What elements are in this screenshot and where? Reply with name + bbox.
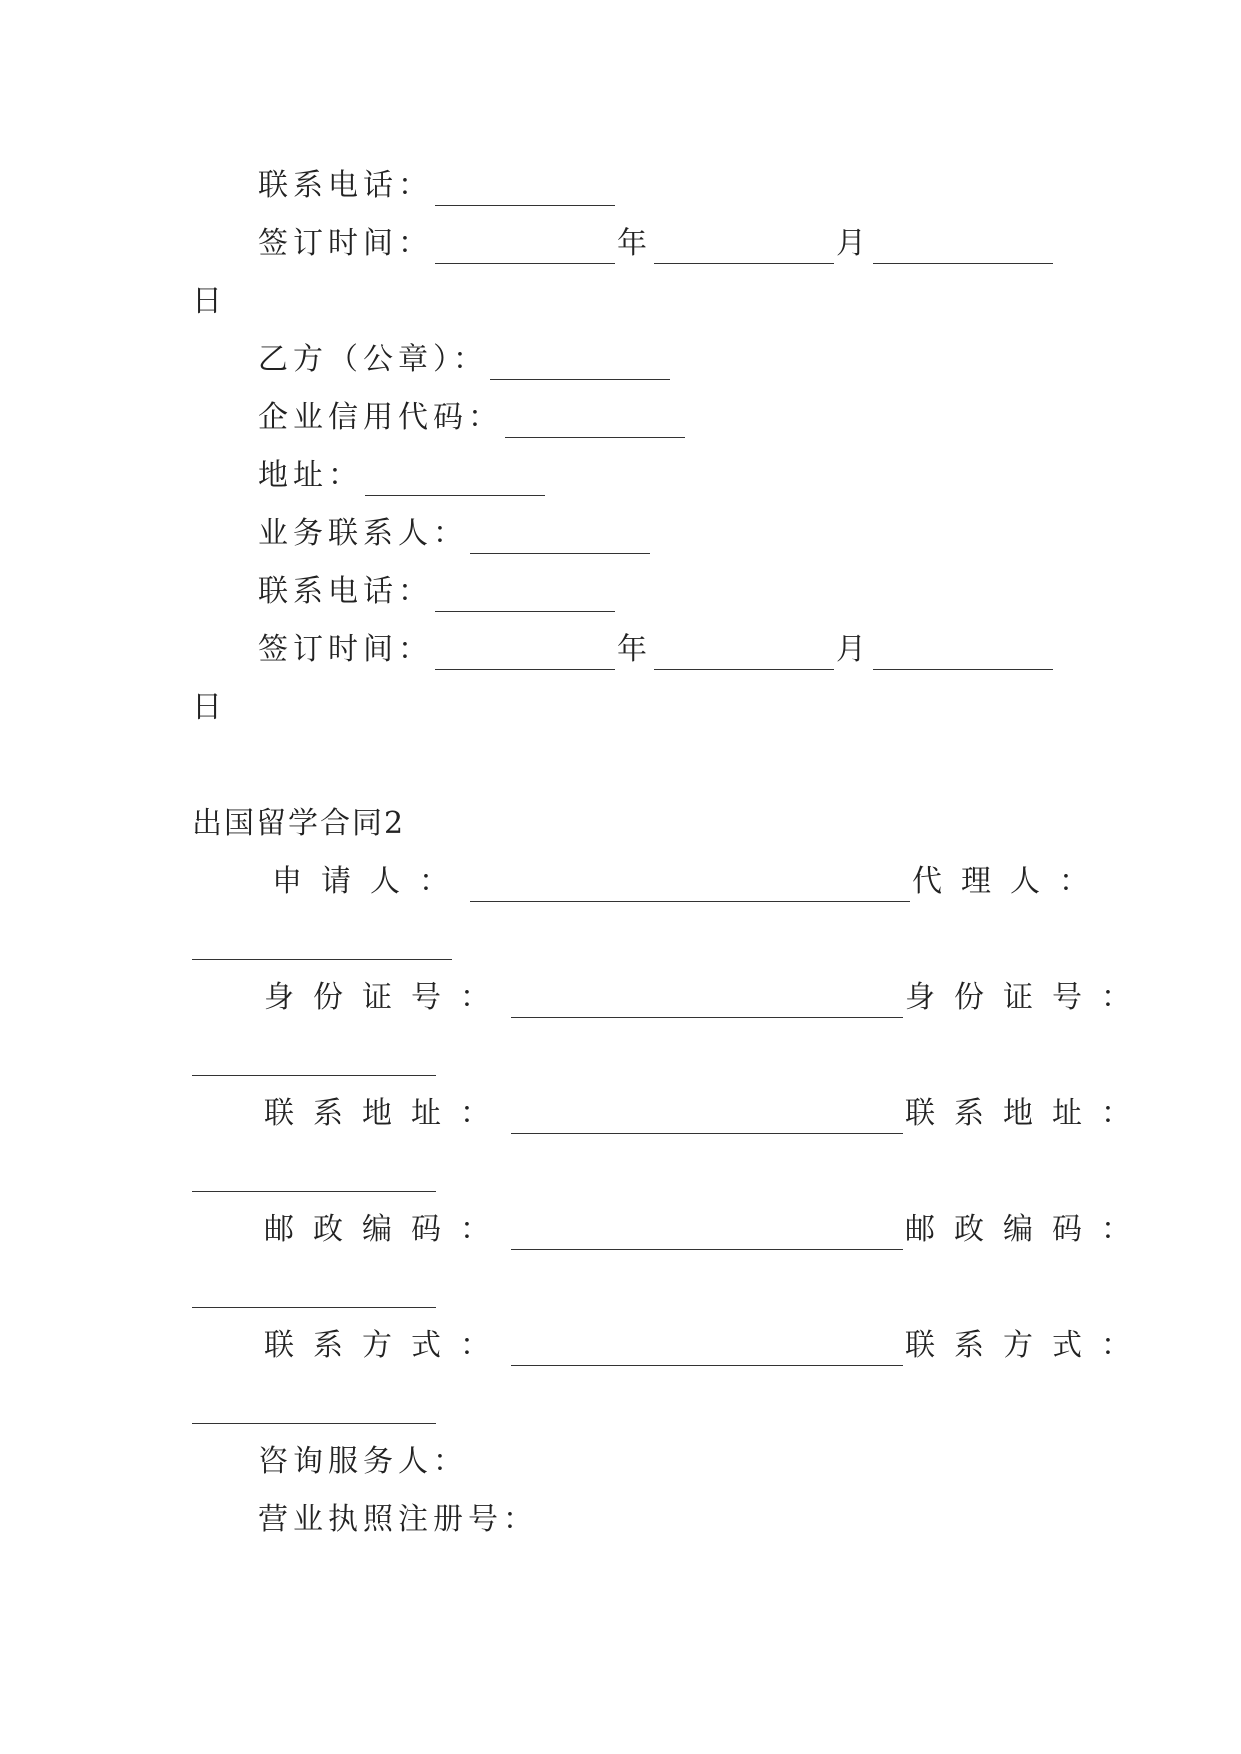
agent-postcode-label: 邮政编码：	[905, 1212, 1150, 1247]
agent-address-line	[192, 1152, 436, 1192]
agent-postcode-line	[192, 1268, 436, 1308]
address-line	[264, 1094, 1150, 1134]
month-label: 月	[836, 632, 871, 667]
agent-blank[interactable]	[192, 935, 452, 960]
applicant-contact-label: 联系方式：	[264, 1328, 509, 1363]
party-a-day-label: 日	[192, 284, 227, 319]
contact-line	[264, 1326, 1150, 1366]
id-number-line	[264, 978, 1150, 1018]
agent-postcode-blank[interactable]	[192, 1283, 436, 1308]
contract2-title: 出国留学合同2	[192, 806, 406, 841]
party-b-day-blank[interactable]	[873, 645, 1053, 670]
month-label: 月	[836, 226, 871, 261]
license-number-label: 营业执照注册号：	[258, 1502, 538, 1537]
party-b-sign-date-line	[258, 630, 1055, 670]
party-b-phone-blank[interactable]	[435, 587, 615, 612]
party-b-seal-label: 乙方（公章）：	[258, 342, 488, 377]
party-b-seal-line	[258, 340, 672, 380]
party-b-year-blank[interactable]	[435, 645, 615, 670]
party-b-credit-blank[interactable]	[505, 413, 685, 438]
postcode-line	[264, 1210, 1150, 1250]
party-b-contact-blank[interactable]	[470, 529, 650, 554]
applicant-id-label: 身份证号：	[264, 980, 509, 1015]
agent-contact-line	[192, 1384, 436, 1424]
party-b-seal-blank[interactable]	[490, 355, 670, 380]
agent-contact-label: 联系方式：	[905, 1328, 1150, 1363]
party-b-credit-line	[258, 398, 687, 438]
party-b-address-label: 地址：	[258, 458, 363, 493]
agent-address-blank[interactable]	[192, 1167, 436, 1192]
party-b-month-blank[interactable]	[654, 645, 834, 670]
party-b-contact-line	[258, 514, 652, 554]
year-label: 年	[617, 226, 652, 261]
applicant-postcode-blank[interactable]	[511, 1225, 903, 1250]
applicant-label: 申请人：	[272, 864, 468, 899]
applicant-address-label: 联系地址：	[264, 1096, 509, 1131]
agent-id-label: 身份证号：	[905, 980, 1150, 1015]
party-a-day-blank[interactable]	[873, 239, 1053, 264]
applicant-id-blank[interactable]	[511, 993, 903, 1018]
party-a-phone-blank[interactable]	[435, 181, 615, 206]
year-label: 年	[617, 632, 652, 667]
agent-contact-blank[interactable]	[192, 1399, 436, 1424]
agent-address-label: 联系地址：	[905, 1096, 1150, 1131]
agent-line	[192, 920, 452, 960]
agent-label: 代理人：	[912, 864, 1108, 899]
agent-id-line	[192, 1036, 436, 1076]
applicant-line	[272, 862, 1108, 902]
applicant-address-blank[interactable]	[511, 1109, 903, 1134]
party-b-sign-label: 签订时间：	[258, 632, 433, 667]
party-b-address-line	[258, 456, 547, 496]
party-a-sign-date-line	[258, 224, 1055, 264]
party-a-sign-label: 签订时间：	[258, 226, 433, 261]
applicant-blank[interactable]	[470, 877, 910, 902]
party-a-phone-line	[258, 166, 617, 206]
agent-id-blank[interactable]	[192, 1051, 436, 1076]
party-a-phone-label: 联系电话：	[258, 168, 433, 203]
party-a-month-blank[interactable]	[654, 239, 834, 264]
party-b-phone-label: 联系电话：	[258, 574, 433, 609]
consultant-label: 咨询服务人：	[258, 1444, 468, 1479]
party-a-year-blank[interactable]	[435, 239, 615, 264]
applicant-contact-blank[interactable]	[511, 1341, 903, 1366]
party-b-address-blank[interactable]	[365, 471, 545, 496]
party-b-credit-label: 企业信用代码：	[258, 400, 503, 435]
party-b-contact-label: 业务联系人：	[258, 516, 468, 551]
applicant-postcode-label: 邮政编码：	[264, 1212, 509, 1247]
party-b-phone-line	[258, 572, 617, 612]
party-b-day-label: 日	[192, 690, 227, 725]
